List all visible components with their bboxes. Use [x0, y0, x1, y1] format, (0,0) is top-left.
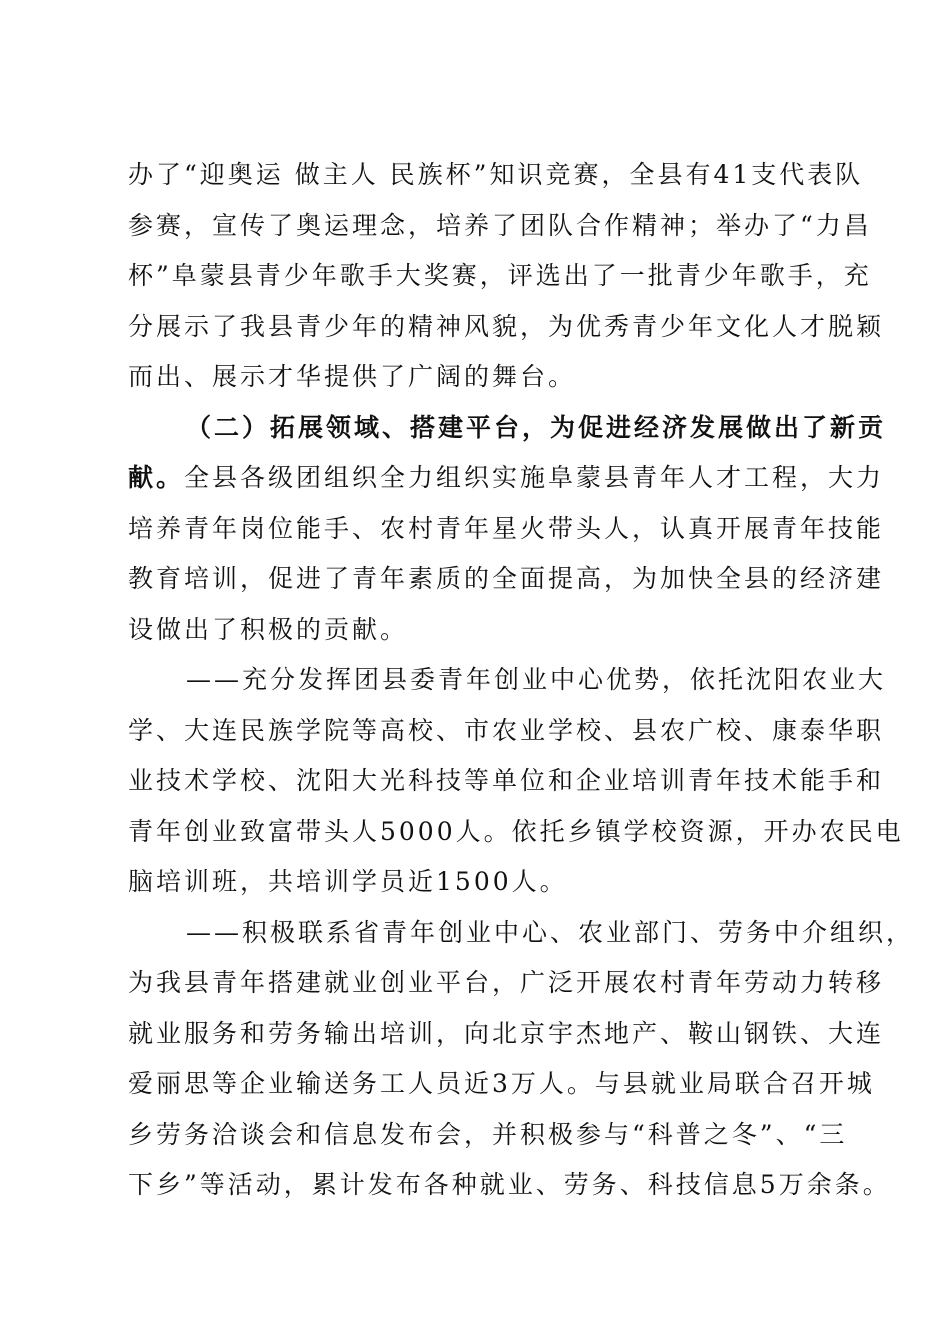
text-line: 为我县青年搭建就业创业平台，广泛开展农村青年劳动力转移 — [128, 968, 885, 997]
text-line: 就业服务和劳务输出培训，向北京宇杰地产、鞍山钢铁、大连 — [128, 1018, 885, 1048]
document-body — [128, 150, 915, 1211]
section-heading-end: 献。 — [128, 463, 185, 492]
text-line: 分展示了我县青少年的精神风貌，为优秀青少年文化人才脱颖 — [128, 311, 885, 341]
text-line: ——积极联系省青年创业中心、农业部门、劳务中介组织， — [186, 917, 915, 947]
paragraph-1 — [128, 150, 885, 403]
text-line: 青年创业致富带头人5000人。依托乡镇学校资源，开办农民电 — [128, 816, 904, 846]
text-line: 业技术学校、沈阳大光科技等单位和企业培训青年技术能手和 — [128, 766, 885, 795]
text-line: 爱丽思等企业输送务工人员近3万人。与县就业局联合召开城 — [128, 1069, 875, 1098]
section-heading: （二）拓展领域、搭建平台，为促进经济发展做出了新贡 — [186, 412, 887, 442]
text-line: 培养青年岗位能手、农村青年星火带头人，认真开展青年技能 — [128, 513, 885, 543]
text-line: 参赛，宣传了奥运理念，培养了团队合作精神；举办了“力昌 — [128, 210, 872, 240]
text-line: 设做出了积极的贡献。 — [128, 614, 409, 644]
text-line: 下乡”等活动，累计发布各种就业、劳务、科技信息5万余条。 — [128, 1170, 891, 1199]
paragraph-2 — [128, 403, 887, 656]
text-line: 乡劳务洽谈会和信息发布会，并积极参与“科普之冬”、“三 — [128, 1119, 848, 1149]
text-line: 而出、展示才华提供了广阔的舞台。 — [128, 362, 577, 391]
text-line: ——充分发挥团县委青年创业中心优势，依托沈阳农业大 — [186, 665, 887, 694]
text-fragment: 全县各级团组织全力组织实施阜蒙县青年人才工程，大力 — [184, 463, 885, 492]
paragraph-4 — [128, 908, 915, 1211]
paragraph-3 — [128, 655, 904, 908]
text-line: 教育培训，促进了青年素质的全面提高，为加快全县的经济建 — [128, 564, 885, 593]
text-line: 学、大连民族学院等高校、市农业学校、县农广校、康泰华职 — [128, 715, 885, 745]
text-line: 杯”阜蒙县青少年歌手大奖赛，评选出了一批青少年歌手，充 — [128, 261, 872, 290]
text-line: 脑培训班，共培训学员近1500人。 — [128, 867, 568, 896]
text-line: 办了“迎奥运 做主人 民族杯”知识竞赛，全县有41支代表队 — [128, 160, 864, 189]
text-line — [128, 453, 885, 504]
